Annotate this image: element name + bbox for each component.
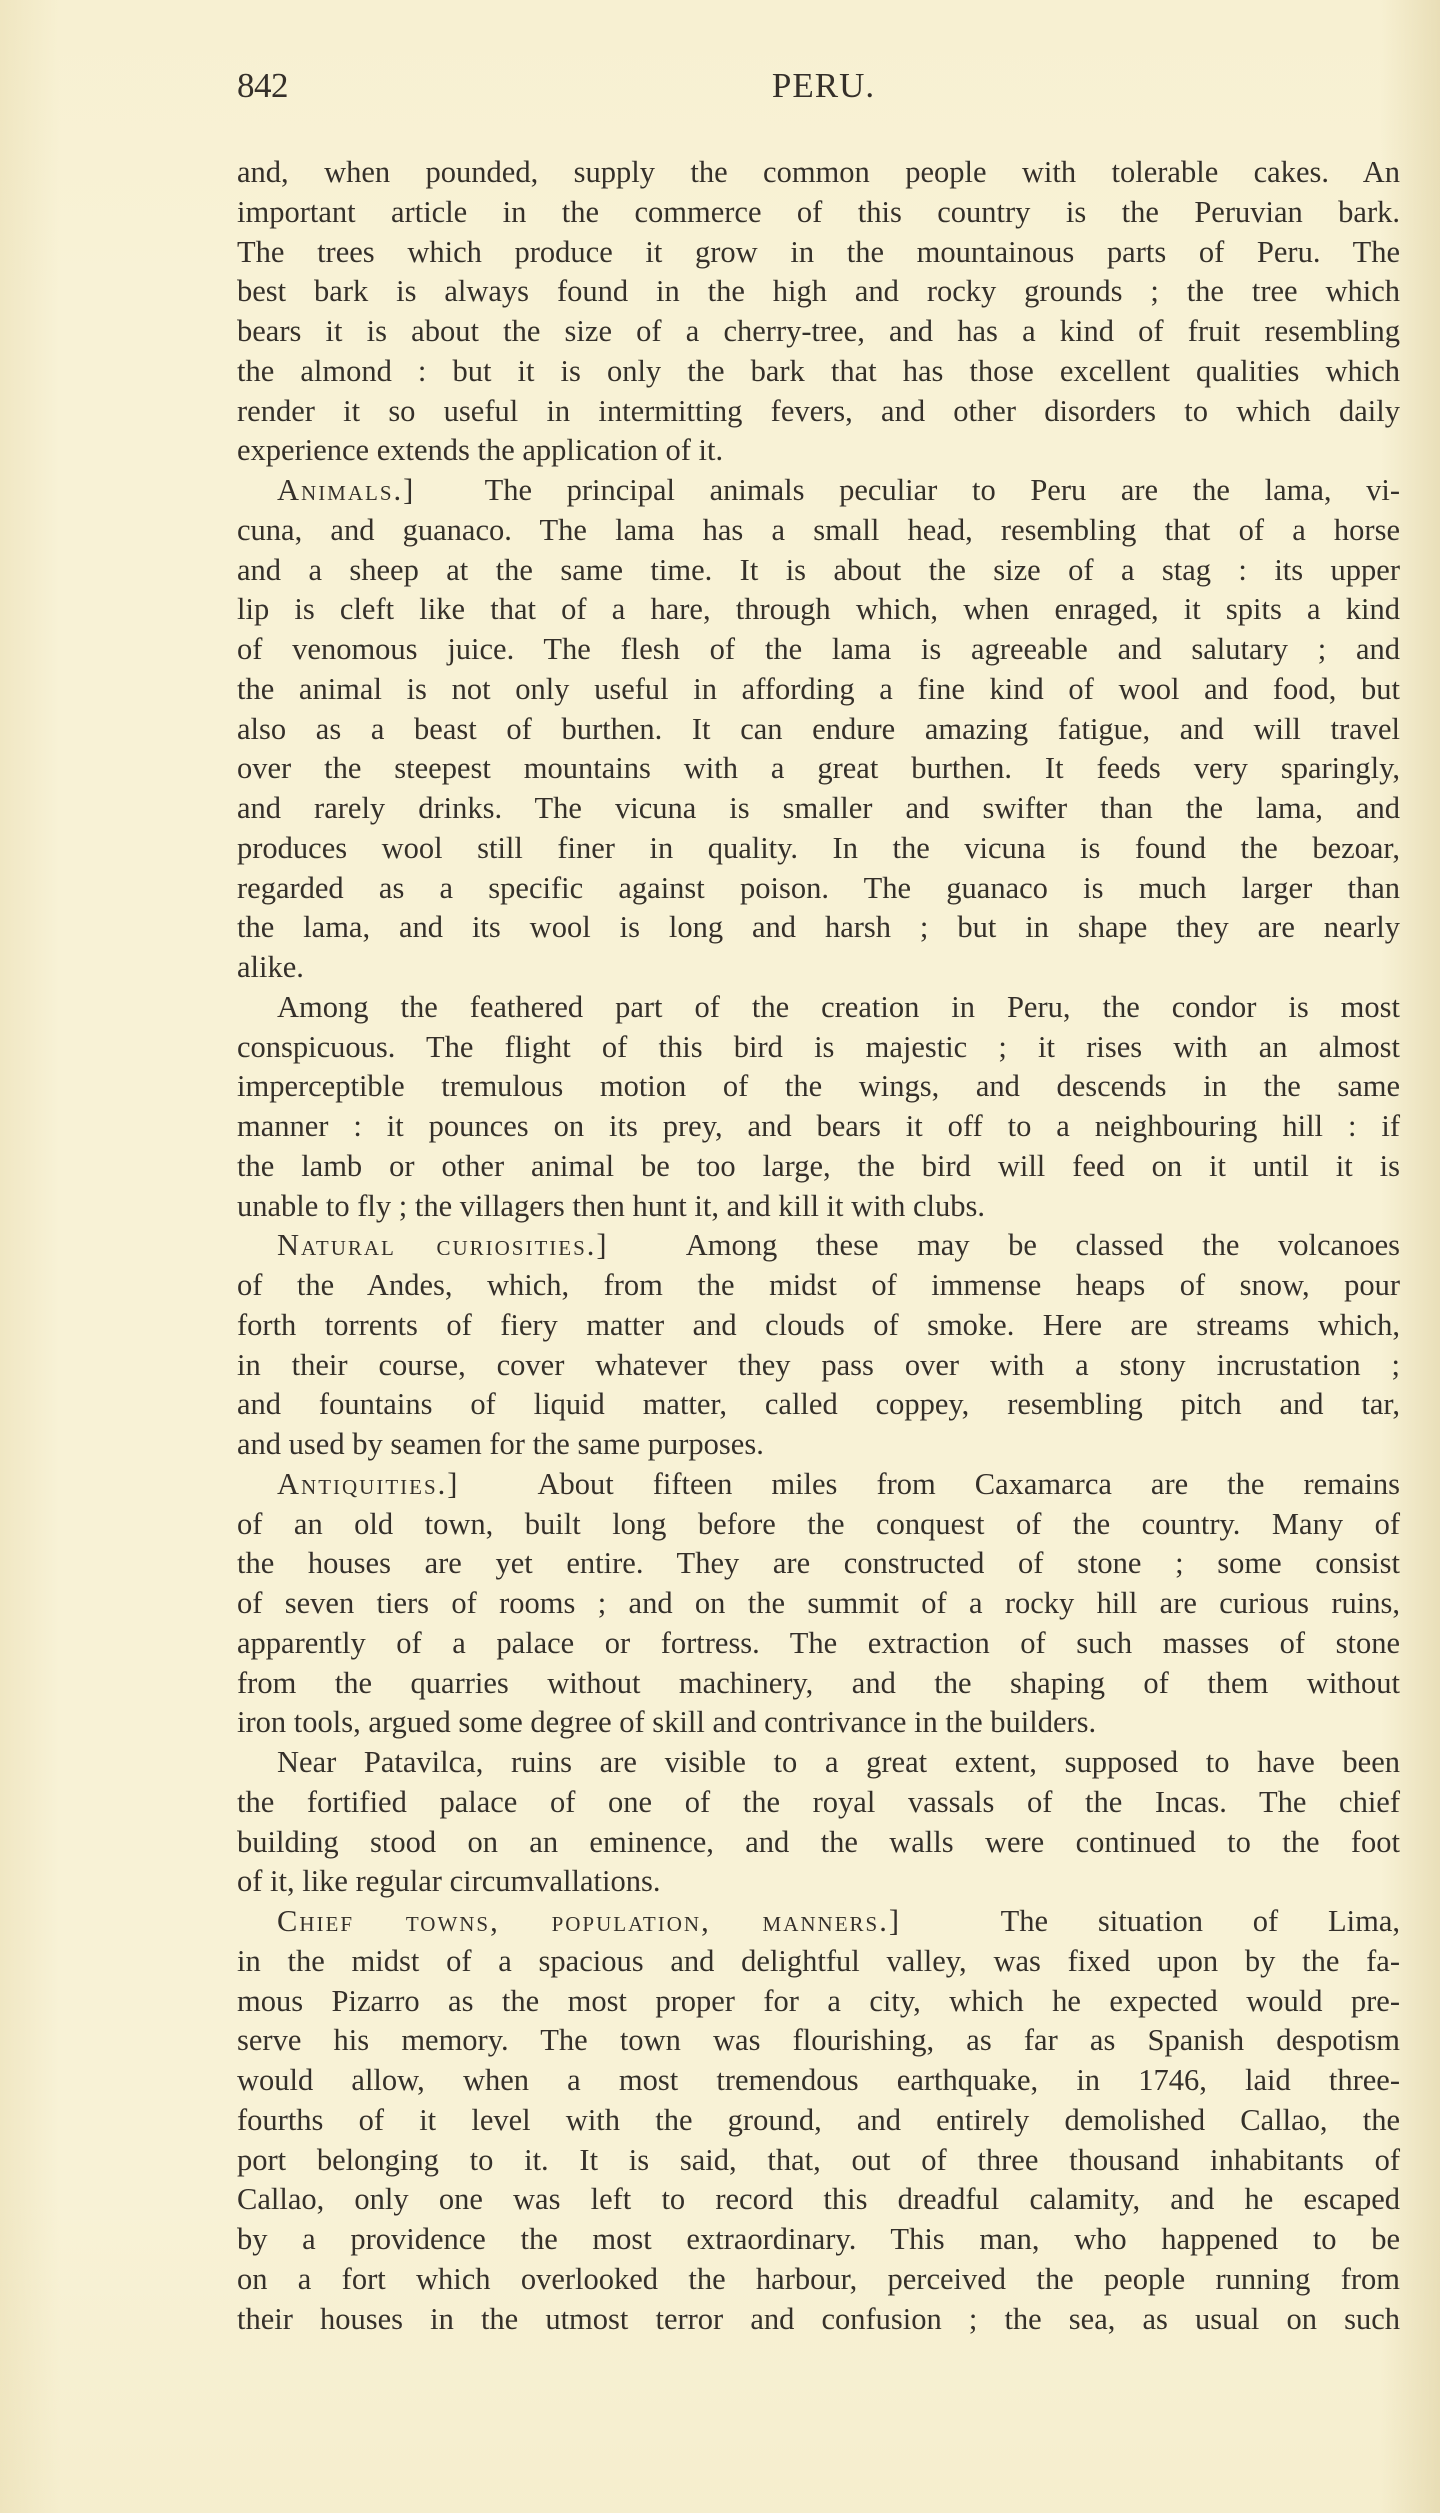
text-line: and a sheep at the same time. It is about the size of a stag : its upper: [237, 552, 1400, 587]
text-line: in their course, cover whatever they pass over with a stony incrustation ;: [237, 1347, 1400, 1382]
text-line: also as a beast of burthen. It can endure amazing fatigue, and will travel: [237, 711, 1400, 746]
text-line: Near Patavilca, ruins are visible to a great extent, supposed to have been: [277, 1745, 1400, 1779]
text-line: best bark is always found in the high and rocky grounds ; the tree which: [237, 274, 1400, 309]
text-line: imperceptible tremulous motion of the wings, and descends in the same: [237, 1069, 1400, 1104]
text-line: port belonging to it. It is said, that, out of three thousand inhabitants of: [237, 2142, 1400, 2177]
text-line: unable to fly ; the villagers then hunt it, and kill it with clubs.: [237, 1188, 985, 1223]
text-line: would allow, when a most tremendous earthquake, in 1746, laid three-: [237, 2063, 1400, 2097]
running-title: PERU.: [771, 66, 876, 105]
text-line: on a fort which overlooked the harbour, perceived the people running from: [237, 2261, 1400, 2296]
text-line: mous Pizarro as the most proper for a city, which he expected would pre-: [237, 1983, 1400, 2018]
text-line: and rarely drinks. The vicuna is smaller and swifter than the lama, and: [237, 791, 1400, 825]
text-line: of the Andes, which, from the midst of immense heaps of snow, pour: [237, 1268, 1400, 1302]
body-text: [237, 153, 1400, 2339]
section-heading-animals: Animals.]: [277, 473, 416, 507]
text-line: and fountains of liquid matter, called coppey, resembling pitch and tar,: [237, 1387, 1400, 1422]
text-line: of it, like regular circumvallations.: [237, 1864, 661, 1899]
text-line: of venomous juice. The flesh of the lama is agreeable and salutary ; and: [237, 632, 1400, 666]
text-line: in the midst of a spacious and delightful valley, was fixed upon by the fa-: [237, 1943, 1400, 1978]
text-line: the lama, and its wool is long and harsh ; but in shape they are nearly: [237, 910, 1400, 945]
page-number: 842: [237, 66, 288, 105]
text-line: building stood on an eminence, and the walls were continued to the foot: [237, 1824, 1400, 1859]
text-line: cuna, and guanaco. The lama has a small head, resembling that of a horse: [237, 512, 1400, 547]
section-line-natural-curiosities: Natural curiosities.] Among these may be classed the volcanoes: [277, 1228, 1400, 1263]
section-line-animals: Animals.] The principal animals peculiar to Peru are the lama, vi-: [277, 473, 1400, 507]
text-line: and, when pounded, supply the common people with tolerable cakes. An: [237, 155, 1400, 189]
text-line: and used by seamen for the same purposes.: [237, 1427, 764, 1461]
text-line: of an old town, built long before the conquest of the country. Many of: [237, 1506, 1400, 1541]
text-line: from the quarries without machinery, and the shaping of them without: [237, 1665, 1400, 1700]
text-line: manner : it pounces on its prey, and bears it off to a neighbouring hill : if: [237, 1109, 1400, 1143]
running-head: [237, 66, 1400, 106]
section-line-antiquities: Antiquities.] About fifteen miles from Caxamarca are the remains: [277, 1466, 1400, 1501]
section-heading-antiquities: Antiquities.]: [277, 1466, 460, 1501]
text-line: experience extends the application of it.: [237, 433, 724, 468]
text-line: serve his memory. The town was flourishing, as far as Spanish despotism: [237, 2023, 1400, 2058]
section-heading-natural-curiosities: Natural curiosities.]: [277, 1228, 609, 1263]
text-line: regarded as a specific against poison. The guanaco is much larger than: [237, 870, 1400, 905]
text-line: Callao, only one was left to record this dreadful calamity, and he escaped: [237, 2182, 1400, 2217]
text-line: by a providence the most extraordinary. This man, who happened to be: [237, 2222, 1400, 2256]
text-line: render it so useful in intermitting fevers, and other disorders to which daily: [237, 393, 1400, 428]
text-line: over the steepest mountains with a great burthen. It feeds very sparingly,: [237, 751, 1400, 786]
text-line: The trees which produce it grow in the mountainous parts of Peru. The: [237, 234, 1400, 269]
text-line: conspicuous. The flight of this bird is majestic ; it rises with an almost: [237, 1029, 1400, 1064]
text-line: fourths of it level with the ground, and entirely demolished Callao, the: [237, 2102, 1400, 2137]
text-line: the animal is not only useful in affording a fine kind of wool and food, but: [237, 671, 1400, 706]
text-line: the lamb or other animal be too large, the bird will feed on it until it is: [237, 1148, 1400, 1183]
text-line: apparently of a palace or fortress. The extraction of such masses of stone: [237, 1625, 1400, 1660]
text-line: lip is cleft like that of a hare, through which, when enraged, it spits a kind: [237, 592, 1400, 627]
text-line: produces wool still finer in quality. In the vicuna is found the bezoar,: [237, 830, 1400, 865]
text-line: their houses in the utmost terror and confusion ; the sea, as usual on such: [237, 2301, 1400, 2336]
section-line-chief-towns: Chief towns, population, manners.] The situation of Lima,: [277, 1904, 1401, 1938]
text-line: the almond : but it is only the bark that has those excellent qualities which: [237, 353, 1400, 388]
text-line: of seven tiers of rooms ; and on the summit of a rocky hill are curious ruins,: [237, 1586, 1400, 1620]
text-line: the fortified palace of one of the royal vassals of the Incas. The chief: [237, 1784, 1400, 1819]
text-line: the houses are yet entire. They are constructed of stone ; some consist: [237, 1546, 1400, 1581]
section-heading-chief-towns: Chief towns, population, manners.]: [277, 1904, 901, 1938]
text-line: important article in the commerce of this country is the Peruvian bark.: [237, 194, 1400, 229]
text-line: forth torrents of fiery matter and clouds of smoke. Here are streams which,: [237, 1307, 1400, 1342]
text-line: Among the feathered part of the creation in Peru, the condor is most: [277, 989, 1400, 1024]
text-line: alike.: [237, 950, 304, 984]
text-line: bears it is about the size of a cherry-tree, and has a kind of fruit resembling: [237, 314, 1400, 348]
text-line: iron tools, argued some degree of skill and contrivance in the builders.: [237, 1705, 1097, 1740]
